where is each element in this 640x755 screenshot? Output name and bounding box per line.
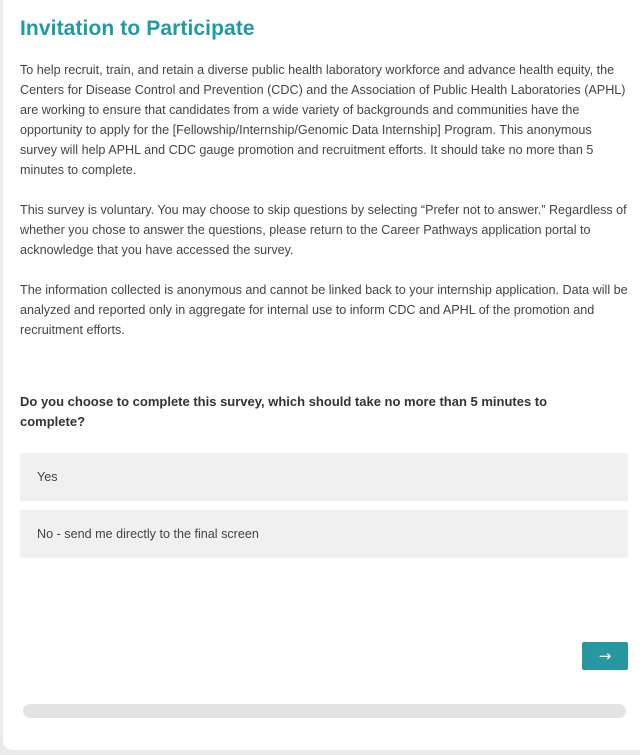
- arrow-right-icon: →: [598, 647, 612, 665]
- intro-paragraph: The information collected is anonymous and cannot be linked back to your internship application. Data will be analyzed and reported only in aggregate for internal use to inform CDC and APHL of the promotion and recruitment efforts.: [20, 283, 628, 337]
- intro-paragraph: This survey is voluntary. You may choose to skip questions by selecting “Prefer not to answer.” Regardless of whether you chose to answer the questions, please return to the Career Pathways application portal to acknowledge that you have accessed the survey.: [20, 203, 627, 257]
- question-text: Do you choose to complete this survey, which should take no more than 5 minutes to complete?: [20, 394, 548, 429]
- intro-text: [20, 60, 632, 360]
- next-button[interactable]: [582, 642, 628, 670]
- page-title: Invitation to Participate: [20, 17, 255, 40]
- progress-bar: [23, 704, 626, 718]
- survey-card: [3, 0, 640, 750]
- option-label: No - send me directly to the final screen: [37, 527, 259, 541]
- option-label: Yes: [37, 470, 58, 484]
- intro-paragraph: To help recruit, train, and retain a diverse public health laboratory workforce and advance health equity, the Centers for Disease Control and Prevention (CDC) and the Association of Public Health Laboratories (APHL) are working to ensure that candidates from a wide variety of backgrounds and communities have the opportunity to apply for the [Fellowship/Internship/Genomic Data Internship] Program. This anonymous survey will help APHL and CDC gauge promotion and recruitment efforts. It should take no more than 5 minutes to complete.: [20, 63, 626, 177]
- option-yes[interactable]: [20, 453, 628, 501]
- option-no-final-screen[interactable]: [20, 510, 628, 558]
